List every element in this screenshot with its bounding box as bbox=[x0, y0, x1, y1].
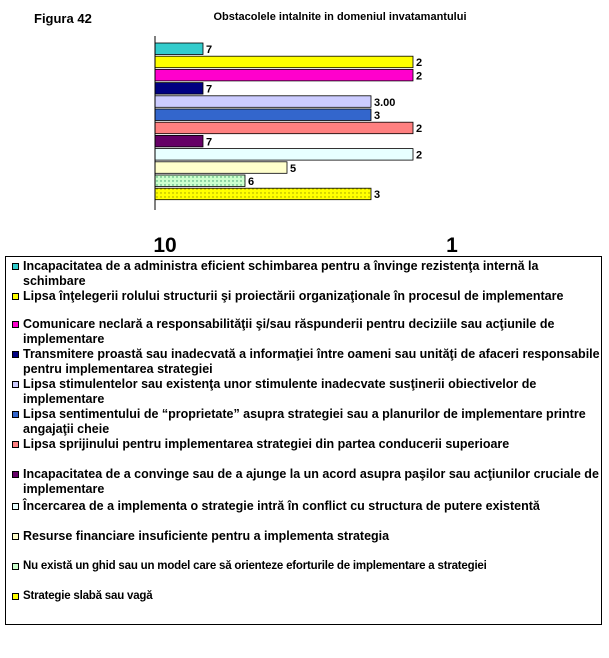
bar-1 bbox=[155, 43, 203, 55]
legend-swatch-10 bbox=[12, 533, 19, 540]
legend-label-9: Încercarea de a implementa o strategie intră în conflict cu structura de putere existentă bbox=[23, 499, 540, 513]
bar-12 bbox=[155, 188, 371, 200]
chart-title: Obstacolele intalnite in domeniul invatamantului bbox=[213, 11, 467, 23]
bar-2 bbox=[155, 56, 413, 67]
bar-chart bbox=[0, 0, 609, 258]
legend-swatch-9 bbox=[12, 503, 19, 510]
bar-8 bbox=[155, 135, 203, 147]
bar-3 bbox=[155, 69, 413, 81]
data-label-10: 5 bbox=[290, 162, 297, 175]
legend-swatch-6 bbox=[12, 411, 19, 418]
legend-label-4: Transmitere proastă sau inadecvată a informaţiei între oameni sau unităţi de afaceri responsabile pentru implementarea strategiei bbox=[23, 347, 600, 376]
legend-label-3: Comunicare neclară a responsabilităţii şi/sau răspunderii pentru deciziile sau acţiunile de implementare bbox=[23, 317, 555, 346]
legend-swatch-4 bbox=[12, 351, 19, 358]
data-label-5: 3.00 bbox=[374, 96, 396, 109]
legend bbox=[5, 256, 602, 625]
data-label-6: 3 bbox=[374, 110, 381, 122]
data-label-7: 2 bbox=[416, 123, 423, 136]
legend-swatch-12 bbox=[12, 593, 19, 600]
bar-10 bbox=[155, 162, 287, 174]
legend-swatch-8 bbox=[12, 471, 19, 478]
legend-label-12: Strategie slabă sau vagă bbox=[23, 590, 153, 602]
legend-label-5: Lipsa stimulentelor sau existenţa unor stimulente inadecvate susţinerii obiectivelor de implementare bbox=[23, 377, 537, 406]
x-tick-label-right: 1 bbox=[446, 234, 458, 257]
data-label-4: 7 bbox=[206, 83, 213, 96]
legend-swatch-2 bbox=[12, 293, 19, 300]
bar-4 bbox=[155, 83, 203, 95]
data-label-2: 2 bbox=[416, 57, 423, 70]
legend-label-10: Resurse financiare insuficiente pentru a implementa strategia bbox=[23, 529, 390, 543]
figure-label: Figura 42 bbox=[34, 11, 92, 26]
legend-label-7: Lipsa sprijinului pentru implementarea strategiei din partea conducerii superioare bbox=[23, 437, 510, 451]
legend-swatch-11 bbox=[12, 563, 19, 570]
data-label-9: 2 bbox=[416, 149, 423, 162]
legend-swatch-3 bbox=[12, 321, 19, 328]
legend-label-6: Lipsa sentimentului de “proprietate” asupra strategiei sau a planurilor de implementare printre angajaţii cheie bbox=[23, 407, 586, 436]
data-label-11: 6 bbox=[248, 176, 255, 188]
bar-7 bbox=[155, 122, 413, 134]
data-label-8: 7 bbox=[206, 136, 213, 149]
legend-label-11: Nu există un ghid sau un model care să orienteze eforturile de implementare a strategiei bbox=[23, 560, 487, 572]
bar-11 bbox=[155, 175, 245, 187]
legend-label-2: Lipsa înţelegerii rolului structurii şi proiectării organizaţionale în procesul de implementare bbox=[23, 289, 564, 303]
legend-swatch-1 bbox=[12, 263, 19, 270]
bar-5 bbox=[155, 96, 371, 108]
data-label-12: 3 bbox=[374, 189, 381, 202]
legend-label-8: Incapacitatea de a convinge sau de a ajunge la un acord asupra paşilor sau acţiunilor cruciale de implementare bbox=[23, 467, 599, 496]
legend-label-1: Incapacitatea de a administra eficient schimbarea pentru a învinge rezistenţa internă la schimbare bbox=[23, 259, 539, 288]
x-tick-label-left: 10 bbox=[153, 234, 177, 257]
legend-swatch-5 bbox=[12, 381, 19, 388]
bar-6 bbox=[155, 109, 371, 121]
data-label-3: 2 bbox=[416, 70, 423, 83]
bar-9 bbox=[155, 149, 413, 161]
legend-swatch-7 bbox=[12, 441, 19, 448]
data-label-1: 7 bbox=[206, 44, 213, 56]
